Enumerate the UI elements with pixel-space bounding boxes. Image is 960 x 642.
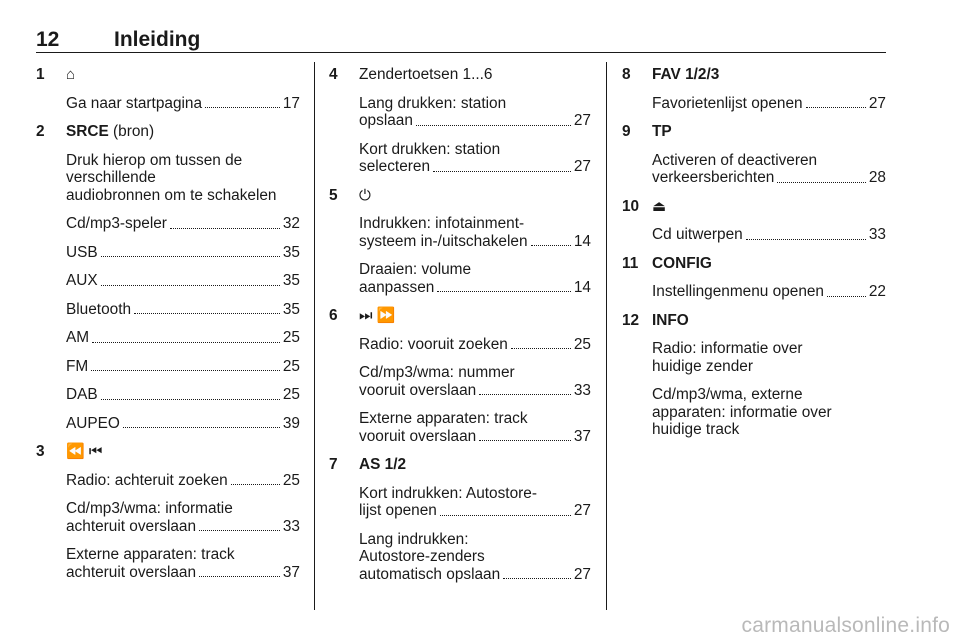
toc-entry[interactable]: Ga naar startpagina 17 bbox=[66, 94, 300, 112]
column-1 bbox=[36, 66, 300, 592]
item-number: 9 bbox=[622, 123, 631, 140]
column-divider bbox=[606, 62, 607, 610]
toc-entry[interactable]: Cd uitwerpen 33 bbox=[652, 226, 886, 243]
item-number: 4 bbox=[329, 66, 338, 83]
control-item-12 bbox=[622, 312, 886, 330]
item-description: Cd/mp3/wma, externe apparaten: informatie over huidige track bbox=[652, 386, 832, 438]
power-icon: ⏻ bbox=[359, 186, 371, 204]
toc-entry[interactable]: Externe apparaten: track vooruit overslaan 37 bbox=[359, 410, 591, 445]
toc-entry[interactable]: Cd/mp3/wma: nummer vooruit overslaan 33 bbox=[359, 364, 591, 399]
item-label: FAV 1/2/3 bbox=[652, 66, 720, 83]
toc-entry[interactable]: AUX 35 bbox=[66, 272, 300, 289]
item-description: Druk hierop om tussen de verschillende audiobronnen om te schakelen bbox=[66, 151, 277, 204]
toc-entry[interactable]: FM 25 bbox=[66, 357, 300, 375]
item-number: 6 bbox=[329, 307, 338, 324]
control-item-2: 2 SRCE (bron) bbox=[36, 123, 155, 140]
page-header bbox=[36, 28, 886, 53]
eject-icon: ⏏ bbox=[652, 197, 667, 215]
column-2 bbox=[329, 66, 591, 594]
page-number: 12 bbox=[36, 28, 60, 51]
toc-entry[interactable]: USB 35 bbox=[66, 243, 300, 261]
toc-entry[interactable]: Lang drukken: station opslaan 27 bbox=[359, 94, 591, 129]
toc-entry[interactable]: Radio: achteruit zoeken 25 bbox=[66, 471, 300, 489]
item-number: 7 bbox=[329, 456, 338, 473]
column-divider bbox=[314, 62, 315, 610]
item-number: 8 bbox=[622, 66, 631, 83]
control-item-8 bbox=[622, 66, 886, 84]
item-number: 1 bbox=[36, 66, 45, 83]
item-number: 3 bbox=[36, 443, 45, 460]
toc-entry[interactable]: Activeren of deactiveren verkeersberichten 28 bbox=[652, 151, 886, 186]
item-label: CONFIG bbox=[652, 254, 712, 272]
skip-back-icon: ⏪ ⏮ bbox=[66, 443, 103, 460]
watermark: carmanualsonline.info bbox=[741, 614, 950, 637]
item-number: 2 bbox=[36, 123, 45, 140]
item-label: TP bbox=[652, 123, 672, 140]
item-number: 11 bbox=[622, 254, 639, 272]
control-item-9 bbox=[622, 123, 886, 141]
toc-entry[interactable]: Cd/mp3/wma: informatie achteruit overslaan 33 bbox=[66, 500, 300, 535]
control-item-3 bbox=[36, 443, 300, 461]
column-3 bbox=[622, 66, 886, 450]
control-item-10 bbox=[622, 198, 886, 216]
toc-entry[interactable]: DAB 25 bbox=[66, 386, 300, 403]
toc-entry[interactable]: Favorietenlijst openen 27 bbox=[652, 94, 886, 112]
toc-entry[interactable]: Indrukken: infotainment- systeem in-/uitschakelen 14 bbox=[359, 215, 591, 250]
control-item-4 bbox=[329, 66, 591, 84]
toc-entry[interactable]: Radio: vooruit zoeken 25 bbox=[359, 335, 591, 353]
toc-entry[interactable]: Lang indrukken: Autostore-zenders automatisch opslaan 27 bbox=[359, 530, 591, 583]
item-number: 5 bbox=[329, 186, 338, 204]
home-icon: ⌂ bbox=[66, 66, 76, 83]
toc-entry[interactable]: AM 25 bbox=[66, 329, 300, 346]
toc-entry[interactable]: Cd/mp3-speler 32 bbox=[66, 215, 300, 232]
toc-entry[interactable]: AUPEO 39 bbox=[66, 414, 300, 432]
skip-forward-icon: ⏭ ⏩ bbox=[359, 307, 396, 324]
toc-entry[interactable]: Externe apparaten: track achteruit overslaan 37 bbox=[66, 546, 300, 581]
toc-entry[interactable]: Instellingenmenu openen 22 bbox=[652, 283, 886, 300]
toc-entry[interactable]: Bluetooth 35 bbox=[66, 300, 300, 318]
item-number: 10 bbox=[622, 197, 640, 215]
item-label: INFO bbox=[652, 311, 689, 329]
item-label: Zendertoetsen 1...6 bbox=[359, 66, 493, 83]
item-label: SRCE bbox=[66, 123, 109, 140]
control-item-11 bbox=[622, 255, 886, 273]
control-item-6 bbox=[329, 307, 591, 325]
item-label: AS 1/2 bbox=[359, 456, 407, 473]
toc-entry[interactable]: Draaien: volume aanpassen 14 bbox=[359, 261, 591, 296]
item-description: Radio: informatie over huidige zender bbox=[652, 340, 803, 375]
control-item-5 bbox=[329, 187, 591, 205]
page-title: Inleiding bbox=[114, 28, 201, 51]
control-item-7 bbox=[329, 456, 591, 474]
toc-entry[interactable]: Kort indrukken: Autostore- lijst openen 27 bbox=[359, 484, 591, 519]
toc-entry[interactable]: Kort drukken: station selecteren 27 bbox=[359, 140, 591, 175]
control-item-1 bbox=[36, 66, 300, 84]
item-number: 12 bbox=[622, 311, 640, 329]
